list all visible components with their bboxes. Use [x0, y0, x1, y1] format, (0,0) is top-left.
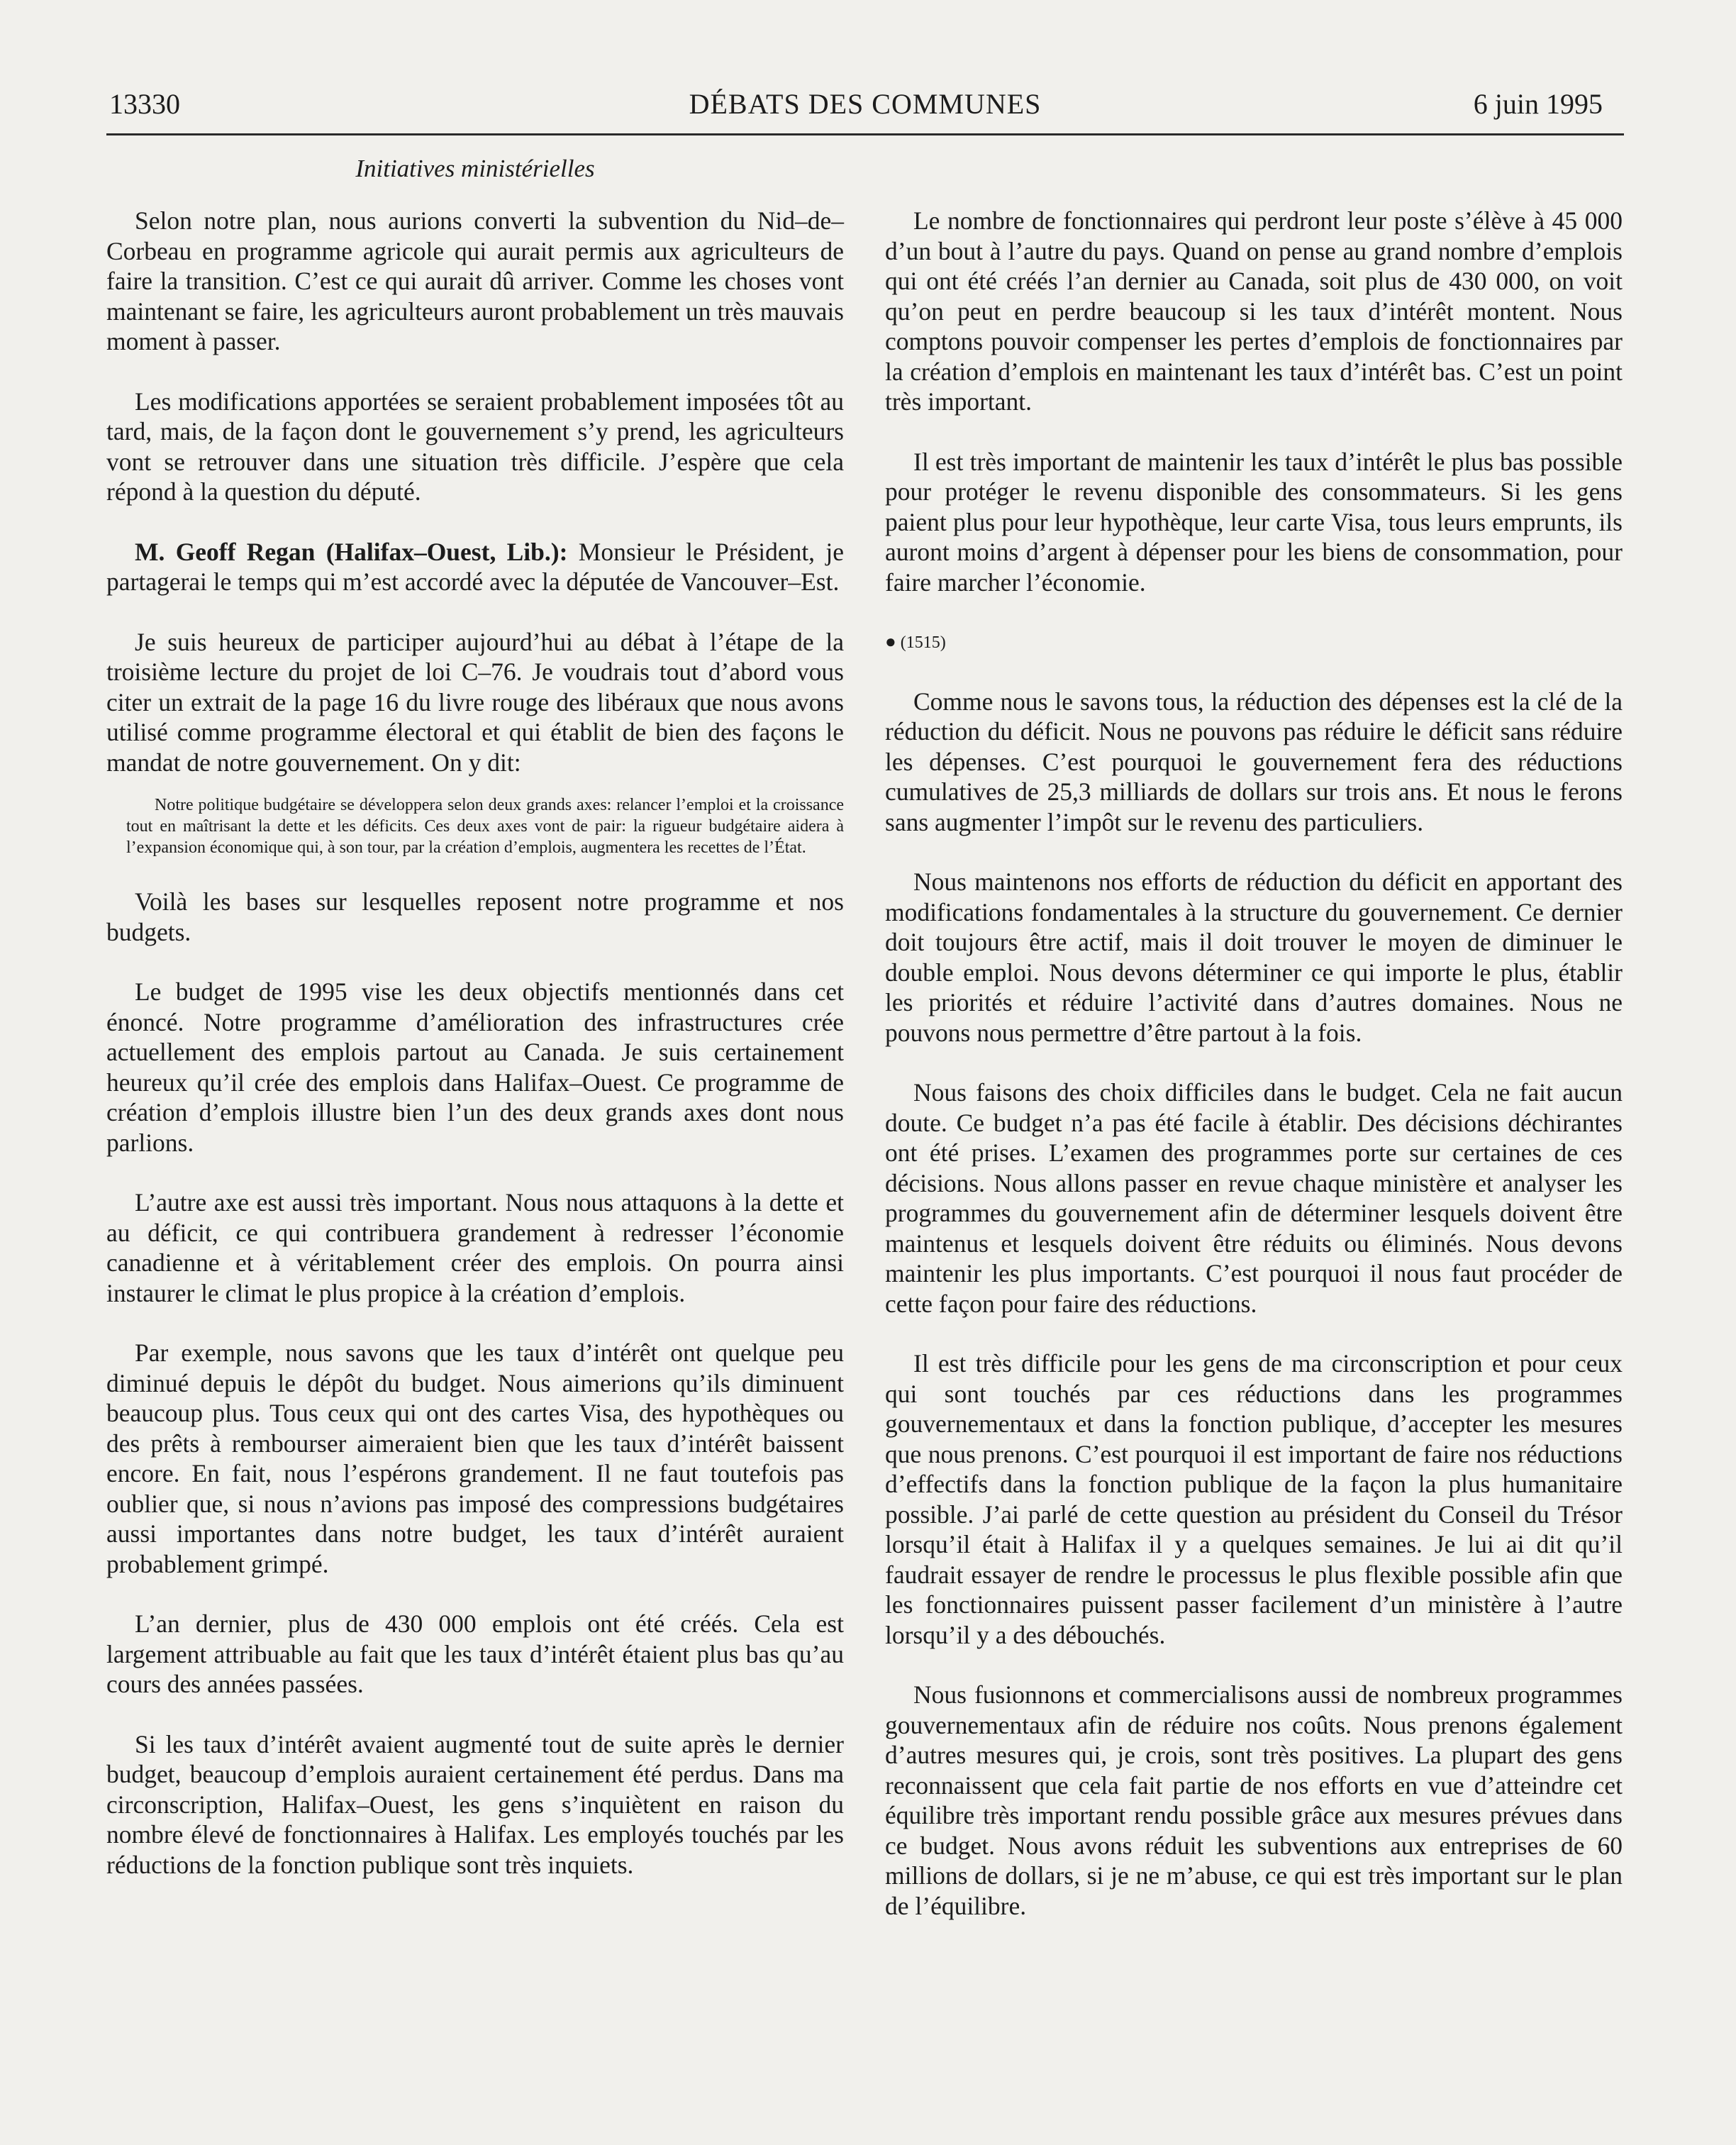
paragraph: Le budget de 1995 vise les deux objectifs mentionnés dans cet énoncé. Notre programme d’amélioration des infrastructures crée actuellement des emplois partout au Canada. Je suis certainement heureux qu’il crée des emplois dans Halifax–Ouest. Ce programme de création d’emplois illustre bien l’un des deux grands axes dont nous parlions.	[106, 977, 844, 1157]
paragraph: Le nombre de fonctionnaires qui perdront leur poste s’élève à 45 000 d’un bout à l’autre du pays. Quand on pense au grand nombre d’emplois qui ont été créés l’an dernier au Canada, soit plus de 430 000, on voit qu’on peut en perdre beaucoup si les taux d’intérêt montent. Nous comptons pouvoir compenser les pertes d’emplois de fonctionnaires par la création d’emplois en maintenant les taux d’intérêt bas. C’est un point très important.	[885, 206, 1623, 416]
publication-date: 6 juin 1995	[1473, 88, 1603, 120]
time-marker	[885, 627, 1623, 658]
speaker-text: Monsieur le Président, je partagerai le temps qui m’est accordé avec la députée de Vancouver–Est.	[106, 537, 844, 596]
paragraph: Il est très important de maintenir les taux d’intérêt le plus bas possible pour protéger le revenu disponible des consommateurs. Si les gens paient plus pour leur hypothèque, leur carte Visa, tous leurs emprunts, ils auront moins d’argent à dépenser pour les biens de consommation, pour faire marcher l’économie.	[885, 447, 1623, 597]
paragraph: Je suis heureux de participer aujourd’hui au débat à l’étape de la troisième lecture du projet de loi C–76. Je voudrais tout d’abord vous citer un extrait de la page 16 du livre rouge des libéraux que nous avons utilisé comme programme électoral et qui établit de bien des façons le mandat de notre gouvernement. On y dit:	[106, 627, 844, 777]
page-header	[106, 84, 1624, 135]
bullet-icon: ●	[885, 631, 896, 652]
paragraph: L’autre axe est aussi très important. Nous nous attaquons à la dette et au déficit, ce qui contribuera grandement à redresser l’économie canadienne et à véritablement créer des emplois. On pourra ainsi instaurer le climat le plus propice à la création d’emplois.	[106, 1188, 844, 1307]
page-number: 13330	[109, 88, 180, 120]
speaker-paragraph	[106, 537, 844, 597]
publication-title: DÉBATS DES COMMUNES	[689, 88, 1042, 120]
speaker-name: M. Geoff Regan (Halifax–Ouest, Lib.):	[135, 537, 568, 566]
time-marker-text: (1515)	[900, 633, 946, 652]
paragraph: Les modifications apportées se seraient probablement imposées tôt au tard, mais, de la façon dont le gouvernement s’y prend, les agriculteurs vont se retrouver dans une situation très difficile. J’espère que cela répond à la question du député.	[106, 387, 844, 506]
paragraph: Par exemple, nous savons que les taux d’intérêt ont quelque peu diminué depuis le dépôt du budget. Nous aimerions qu’ils diminuent beaucoup plus. Tous ceux qui ont des cartes Visa, des hypothèques ou des prêts à rembourser aimeraient bien que les taux d’intérêt baissent encore. En fait, nous l’espérons grandement. Il ne faut toutefois pas oublier que, si nous n’avions pas imposé des compressions budgétaires aussi importantes dans notre budget, les taux d’intérêt auraient probablement grimpé.	[106, 1338, 844, 1578]
left-column	[106, 206, 844, 1910]
paragraph: L’an dernier, plus de 430 000 emplois ont été créés. Cela est largement attribuable au fait que les taux d’intérêt étaient plus bas qu’au cours des années passées.	[106, 1609, 844, 1698]
block-quote: Notre politique budgétaire se développera selon deux grands axes: relancer l’emploi et la croissance tout en maîtrisant la dette et les déficits. Ces deux axes vont de pair: la rigueur budgétaire aidera à l’expansion économique qui, à son tour, par la création d’emplois, augmentera les recettes de l’État.	[126, 796, 844, 857]
section-label: Initiatives ministérielles	[355, 155, 595, 182]
paragraph: Nous fusionnons et commercialisons aussi de nombreux programmes gouvernementaux afin de réduire nos coûts. Nous prenons également d’autres mesures qui, je crois, sont très positives. La plupart des gens reconnaissent que cela fait partie de nos efforts en vue d’atteindre cet équilibre très important rendu possible grâce aux mesures prévues dans ce budget. Nous avons réduit les subventions aux entreprises de 60 millions de dollars, si je ne m’abuse, ce qui est très important sur le plan de l’équilibre.	[885, 1680, 1623, 1920]
right-column	[885, 206, 1623, 1951]
paragraph: Voilà les bases sur lesquelles reposent notre programme et nos budgets.	[106, 887, 844, 946]
paragraph: Si les taux d’intérêt avaient augmenté tout de suite après le dernier budget, beaucoup d’emplois auraient certainement été perdus. Dans ma circonscription, Halifax–Ouest, les gens s’inquiètent en raison du nombre élevé de fonctionnaires à Halifax. Les employés touchés par les réductions de la fonction publique sont très inquiets.	[106, 1729, 844, 1879]
paragraph: Il est très difficile pour les gens de ma circonscription et pour ceux qui sont touchés par ces réductions dans les programmes gouvernementaux et dans la fonction publique, d’accepter les mesures que nous prenons. C’est pourquoi il est important de faire nos réductions d’effectifs dans la fonction publique de la façon la plus humanitaire possible. J’ai parlé de cette question au président du Conseil du Trésor lorsqu’il était à Halifax il y a quelques semaines. Je lui ai dit qu’il faudrait essayer de rendre le processus le plus flexible possible afin que les fonctionnaires puissent passer facilement d’un ministère à l’autre lorsqu’il y a des débouchés.	[885, 1349, 1623, 1649]
paragraph: Selon notre plan, nous aurions converti la subvention du Nid–de–Corbeau en programme agricole qui aurait permis aux agriculteurs de faire la transition. C’est ce qui aurait dû arriver. Comme les choses vont maintenant se faire, les agriculteurs auront probablement un très mauvais moment à passer.	[106, 206, 844, 355]
paragraph: Nous maintenons nos efforts de réduction du déficit en apportant des modifications fondamentales à la structure du gouvernement. Ce dernier doit toujours être actif, mais il doit trouver le moyen de diminuer le double emploi. Nous devons déterminer ce qui importe le plus, établir les priorités et réduire l’activité dans d’autres domaines. Nous ne pouvons nous permettre d’être partout à la fois.	[885, 868, 1623, 1047]
paragraph: Nous faisons des choix difficiles dans le budget. Cela ne fait aucun doute. Ce budget n’a pas été facile à établir. Des décisions déchirantes ont été prises. L’examen des programmes porte sur certaines de ces décisions. Nous allons passer en revue chaque ministère et analyser les programmes du gouvernement afin de déterminer lesquels doivent être maintenus et lesquels doivent être réduits ou éliminés. Nous devons maintenir les plus importants. C’est pourquoi il nous faut procéder de cette façon pour faire des réductions.	[885, 1078, 1623, 1318]
paragraph: Comme nous le savons tous, la réduction des dépenses est la clé de la réduction du déficit. Nous ne pouvons pas réduire le déficit sans réduire les dépenses. C’est pourquoi le gouvernement fera des réductions cumulatives de 25,3 milliards de dollars sur trois ans. Et nous le ferons sans augmenter l’impôt sur le revenu des particuliers.	[885, 687, 1623, 836]
